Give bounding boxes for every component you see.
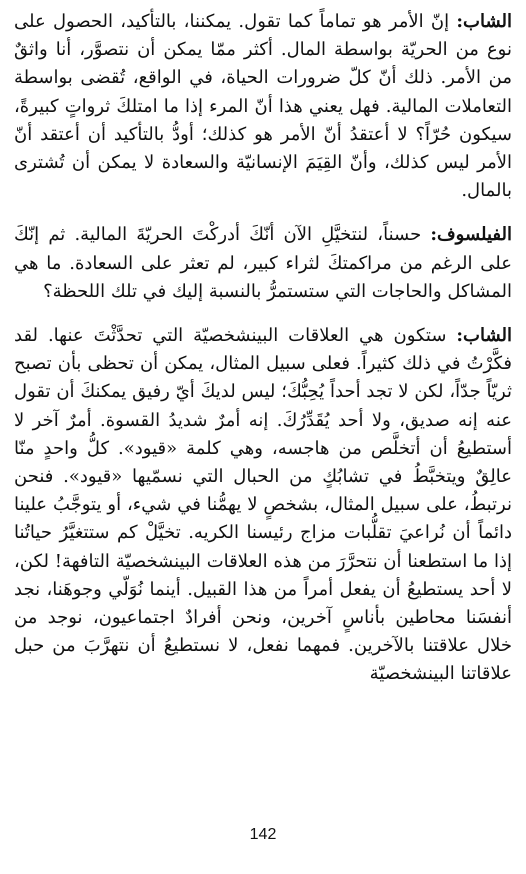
page-number: 142 xyxy=(249,826,277,843)
dialogue-paragraph-2 xyxy=(14,221,512,306)
dialogue-body xyxy=(14,8,512,689)
dialogue-paragraph-3 xyxy=(14,322,512,689)
paragraph-text: ستكون هي العلاقات البينشخصيّة التي تحدَّثْتَ عنها. لقد فكَّرْتُ في ذلك كثيراً. فعلى سبيل المثال، يمكن أن تحظى بأن تصبح ثريّاً جدّاً، لكن لا تجد أحداً يُحِبُّكَ؛ ليس لديكَ أيّ رفيق يمكنكَ أن تقول عنه إنه صديق، ولا أحد يُقَدِّرُكَ. إنه أمرٌ شديدُ القسوة. أمرٌ آخر لا أستطيعُ أن أتخلَّص من هاجسه، وهي كلمة «قيود». كلُّ واحدٍ منّا عالِقٌ ويتخبَّطُ في تشابُكٍ من الحبال التي نسمّيها «قيود». فنحن نرتبطُ، على سبيل المثال، بشخصٍ لا يهمُّنا في شيء، أو يتوجَّبُ علينا دائماً أن نُراعيَ تقلُّبات مزاج رئيسنا الكريه. تخيَّلْ كم ستتغيَّرُ حياتُنا إذا ما استطعنا أن نتحرَّرَ من هذه العلاقات البينشخصيّة التافهة! لكن، لا أحد يستطيعُ أن يفعل أمراً من هذا القبيل. أينما نُوَلّي وجوهَنا، نجد أنفسَنا محاطين بأناسٍ آخرين، ونحن أفرادٌ اجتماعيون، نوجد من خلال علاقتنا بالآخرين. فمهما نفعل، لا نستطيعُ أن نتهرَّبَ من حبل علاقاتنا البينشخصيّة xyxy=(14,325,512,685)
speaker-label: الفيلسوف: xyxy=(430,224,512,246)
paragraph-text: حسناً، لنتخيَّلِ الآن أنّكَ أدركْتَ الحريّةَ المالية. ثم إنّكَ على الرغم من مراكمتكَ لثراء كبير، لم تعثر على السعادة. ما هي المشاكل والحاجات التي ستستمرُّ بالنسبة إليك في تلك اللحظة؟ xyxy=(14,224,512,302)
speaker-label: الشاب: xyxy=(456,325,512,347)
dialogue-paragraph-1 xyxy=(14,8,512,205)
paragraph-text: إنّ الأمر هو تماماً كما تقول. يمكننا، بالتأكيد، الحصول على نوع من الحريّة بواسطة المال. أكثر ممّا يمكن أن نتصوَّر، أنا واثقٌ من الأمر. ذلك أنّ كلّ ضرورات الحياة، في الواقع، تُقضى بواسطة التعاملات المالية. فهل يعني هذا أنّ المرء إذا ما امتلكَ ثرواتٍ كبيرةً، سيكون حُرّاً؟ لا أعتقدُ أنّ الأمر هو كذلك؛ أودُّ بالتأكيد أن أعتقد أنّ الأمر ليس كذلك، وأنّ القِيَمَ الإنسانيّة والسعادة لا يمكن أن تُشترى بالمال. xyxy=(14,11,512,202)
speaker-label: الشاب: xyxy=(456,11,512,32)
